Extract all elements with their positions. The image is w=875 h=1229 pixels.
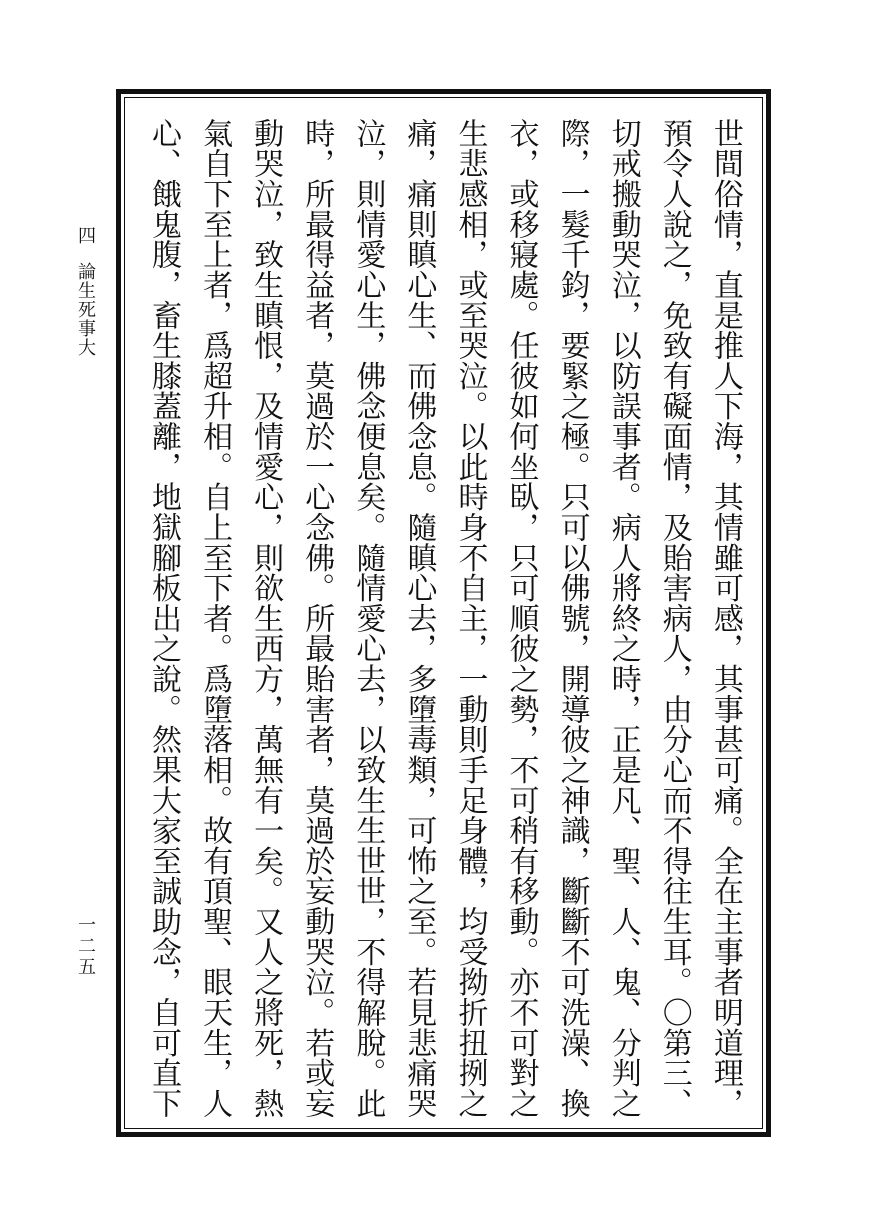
chapter-number: 四 (75, 226, 96, 244)
text-column: 世間俗情，直是推人下海，其情雖可感，其事甚可痛。全在主事者明道理， (707, 118, 743, 1118)
text-column: 衣，或移寢處。任彼如何坐臥，只可順彼之勢，不可稍有移動。亦不可對之 (503, 118, 539, 1118)
text-column: 動哭泣，致生瞋恨，及情愛心，則欲生西方，萬無有一矣。又人之將死，熱 (248, 118, 284, 1118)
text-column: 際，一髮千鈞，要緊之極。只可以佛號，開導彼之神識，斷斷不可洗澡、換 (554, 118, 590, 1118)
text-column: 氣自下至上者，爲超升相。自上至下者。爲墮落相。故有頂聖、眼天生，人 (197, 118, 233, 1118)
text-column: 時，所最得益者，莫過於一心念佛。所最貽害者，莫過於妄動哭泣。若或妄 (299, 118, 335, 1118)
text-column: 生悲感相，或至哭泣。以此時身不自主，一動則手足身體，均受拗折扭挒之 (452, 118, 488, 1118)
text-column: 痛，痛則瞋心生、而佛念息。隨瞋心去，多墮毒類，可怖之至。若見悲痛哭 (401, 118, 437, 1118)
body-text (138, 118, 750, 1118)
text-column: 預令人說之，免致有礙面情，及貽害病人，由分心而不得往生耳。〇第三、 (656, 118, 692, 1118)
text-column: 泣，則情愛心生，佛念便息矣。隨情愛心去，以致生生世世，不得解脫。此 (350, 118, 386, 1118)
section-title: 論生死事大 (75, 262, 96, 357)
text-column: 切戒搬動哭泣，以防誤事者。病人將終之時，正是凡、聖、人、鬼、分判之 (605, 118, 641, 1118)
text-column: 心、餓鬼腹，畜生膝蓋離，地獄腳板出之說。然果大家至誠助念，自可直下 (146, 118, 181, 1118)
page-number: 一二五 (75, 915, 96, 978)
